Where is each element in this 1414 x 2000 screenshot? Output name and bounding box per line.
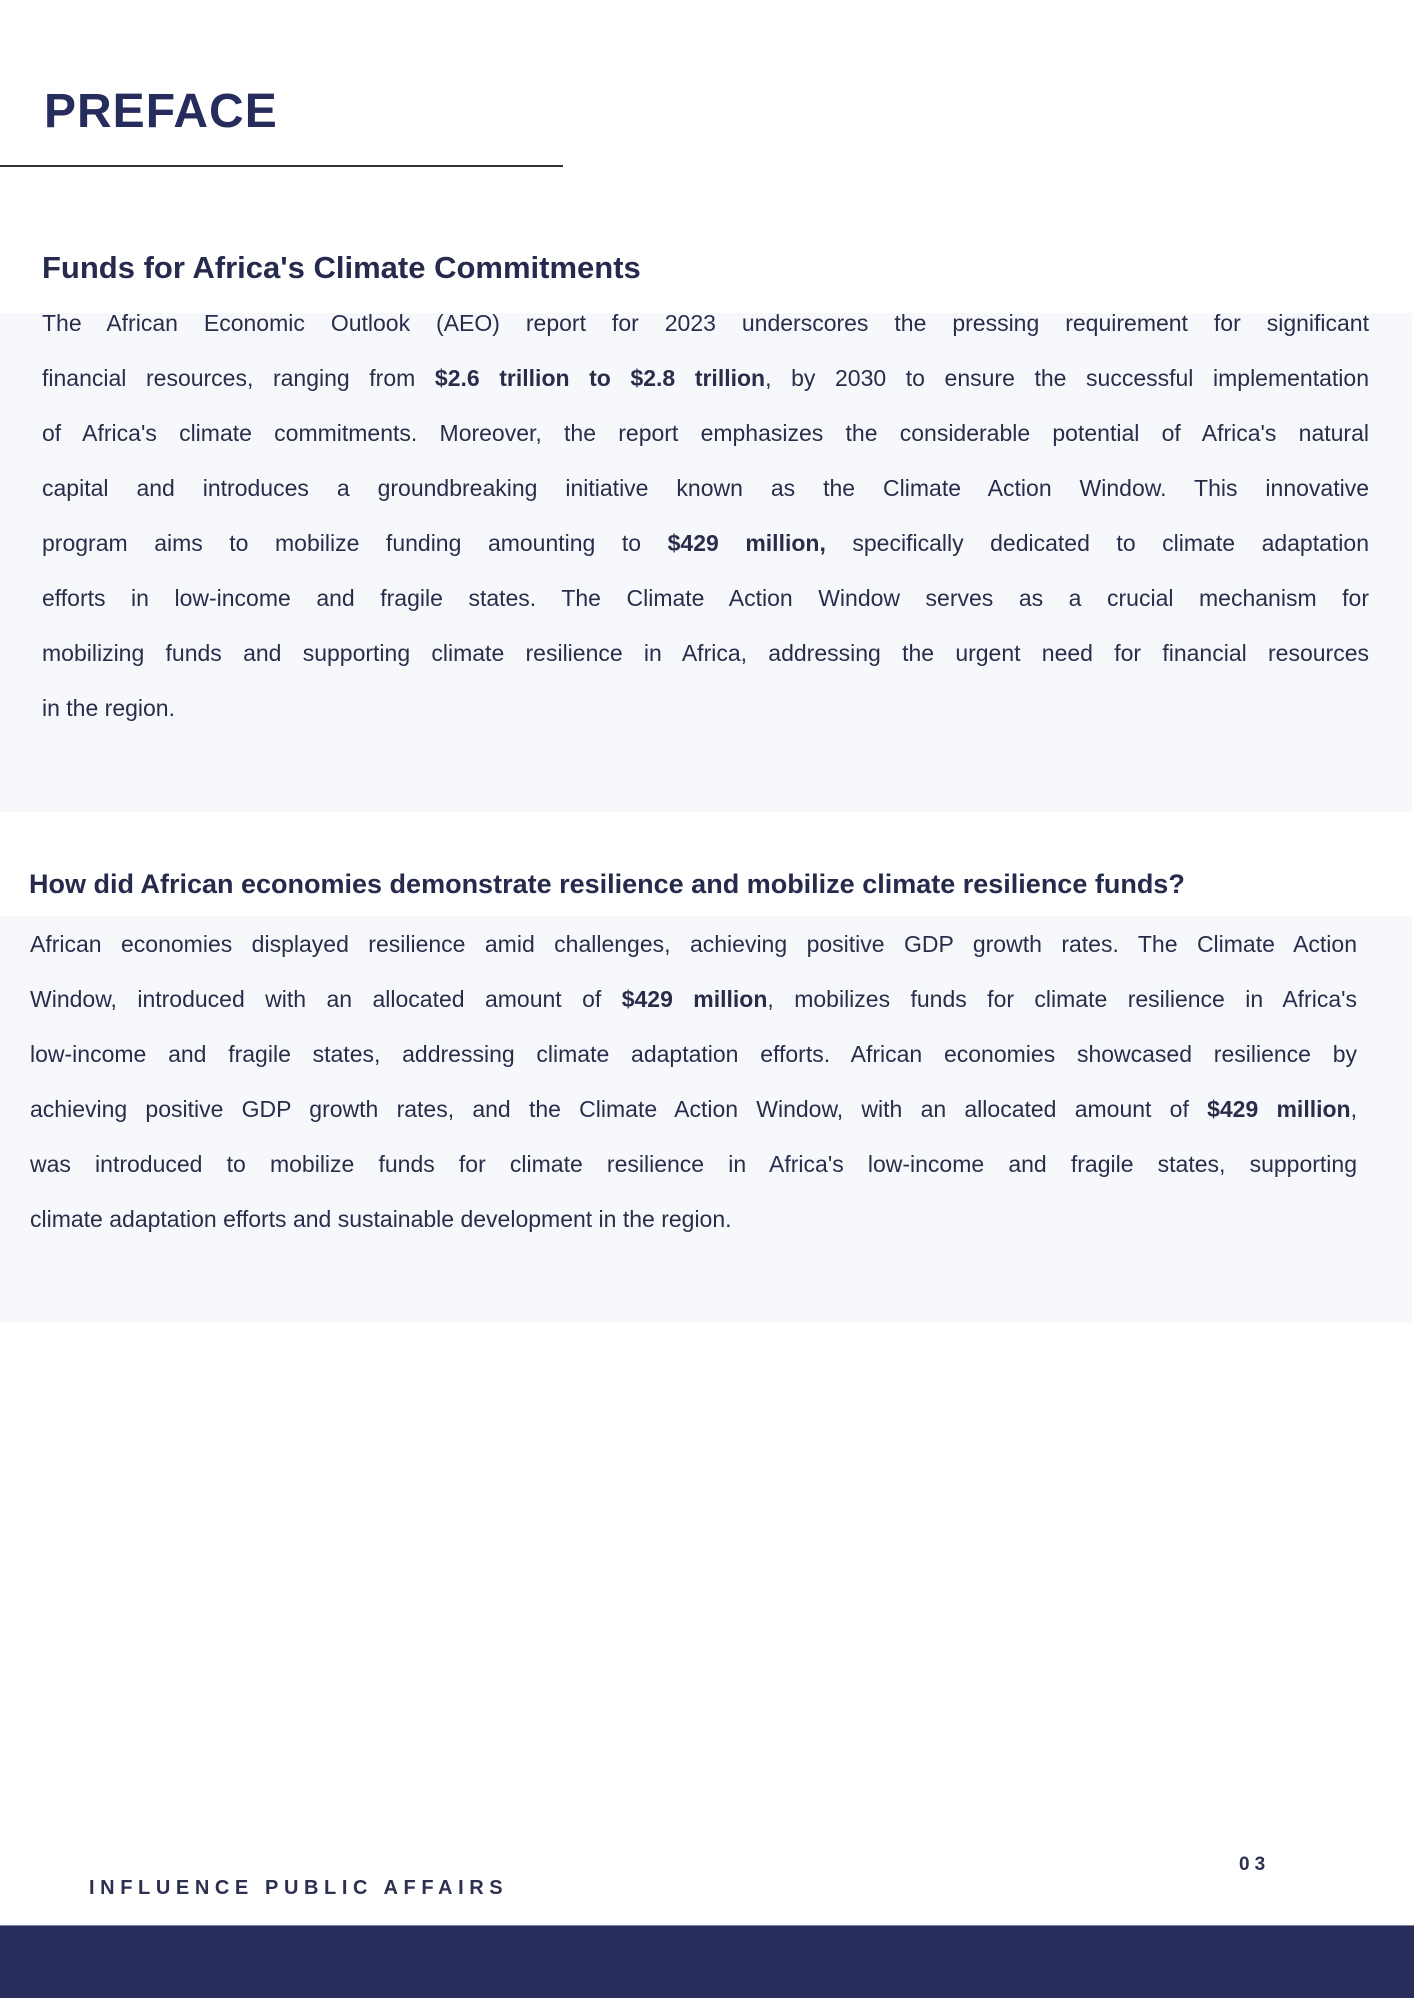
text-segment: mobilizing funds and supporting climate resilience in Africa, addressing the urgent need for financial resources bbox=[42, 640, 1369, 666]
footer-band bbox=[0, 1925, 1414, 1998]
text-segment: efforts in low-income and fragile states. The Climate Action Window serves as a crucial mechanism for bbox=[42, 585, 1369, 611]
page-number: 03 bbox=[1239, 1854, 1271, 1875]
text-segment: of Africa's climate commitments. Moreover, the report emphasizes the considerable potential of Africa's natural bbox=[42, 420, 1369, 446]
paragraph-line bbox=[30, 926, 1357, 981]
paragraph-line bbox=[42, 580, 1369, 635]
text-segment: was introduced to mobilize funds for climate resilience in Africa's low-income and fragile states, supporting bbox=[30, 1151, 1357, 1177]
section-body-resilience bbox=[30, 926, 1357, 1256]
text-segment: African economies displayed resilience amid challenges, achieving positive GDP growth rates. The Climate Action bbox=[30, 931, 1357, 957]
text-segment: , mobilizes funds for climate resilience in Africa's bbox=[767, 986, 1358, 1012]
text-segment: capital and introduces a groundbreaking initiative known as the Climate Action Window. This innovative bbox=[42, 475, 1369, 501]
paragraph-line bbox=[42, 525, 1369, 580]
text-segment: , by 2030 to ensure the successful implementation bbox=[765, 365, 1369, 391]
paragraph-line bbox=[42, 470, 1369, 525]
paragraph-line bbox=[42, 690, 1369, 745]
paragraph-line bbox=[30, 1146, 1357, 1201]
paragraph-line bbox=[42, 635, 1369, 690]
text-segment: specifically dedicated to climate adaptation bbox=[825, 530, 1369, 556]
text-segment: in the region. bbox=[42, 695, 175, 721]
paragraph-line bbox=[30, 981, 1357, 1036]
text-segment: financial resources, ranging from bbox=[42, 365, 435, 391]
paragraph-line bbox=[30, 1091, 1357, 1146]
text-segment: Window, introduced with an allocated amount of bbox=[30, 986, 622, 1012]
highlighted-figure: $2.6 trillion to $2.8 trillion bbox=[434, 365, 766, 391]
title-divider bbox=[0, 165, 563, 167]
paragraph-line bbox=[30, 1036, 1357, 1091]
page-title: PREFACE bbox=[44, 85, 278, 138]
highlighted-figure: $429 million bbox=[1207, 1096, 1351, 1122]
paragraph-line bbox=[42, 415, 1369, 470]
section-heading-climate-commitments: Funds for Africa's Climate Commitments bbox=[42, 250, 641, 285]
text-segment: program aims to mobilize funding amounting to bbox=[42, 530, 668, 556]
text-segment: low-income and fragile states, addressing climate adaptation efforts. African economies showcased resilience by bbox=[30, 1041, 1357, 1067]
highlighted-figure: $429 million, bbox=[667, 530, 826, 556]
text-segment: climate adaptation efforts and sustainable development in the region. bbox=[30, 1206, 732, 1232]
text-segment: achieving positive GDP growth rates, and the Climate Action Window, with an allocated amount of bbox=[30, 1096, 1208, 1122]
text-segment: The African Economic Outlook (AEO) report for 2023 underscores the pressing requirement for significant bbox=[42, 310, 1369, 336]
paragraph-line bbox=[30, 1201, 1357, 1256]
text-segment: , bbox=[1350, 1096, 1357, 1122]
paragraph-line bbox=[42, 360, 1369, 415]
highlighted-figure: $429 million bbox=[621, 986, 768, 1012]
section-heading-resilience: How did African economies demonstrate resilience and mobilize climate resilience funds? bbox=[29, 869, 1185, 899]
footer-brand: INFLUENCE PUBLIC AFFAIRS bbox=[89, 1877, 509, 1899]
section-body-climate-commitments bbox=[42, 305, 1369, 745]
paragraph-line bbox=[42, 305, 1369, 360]
